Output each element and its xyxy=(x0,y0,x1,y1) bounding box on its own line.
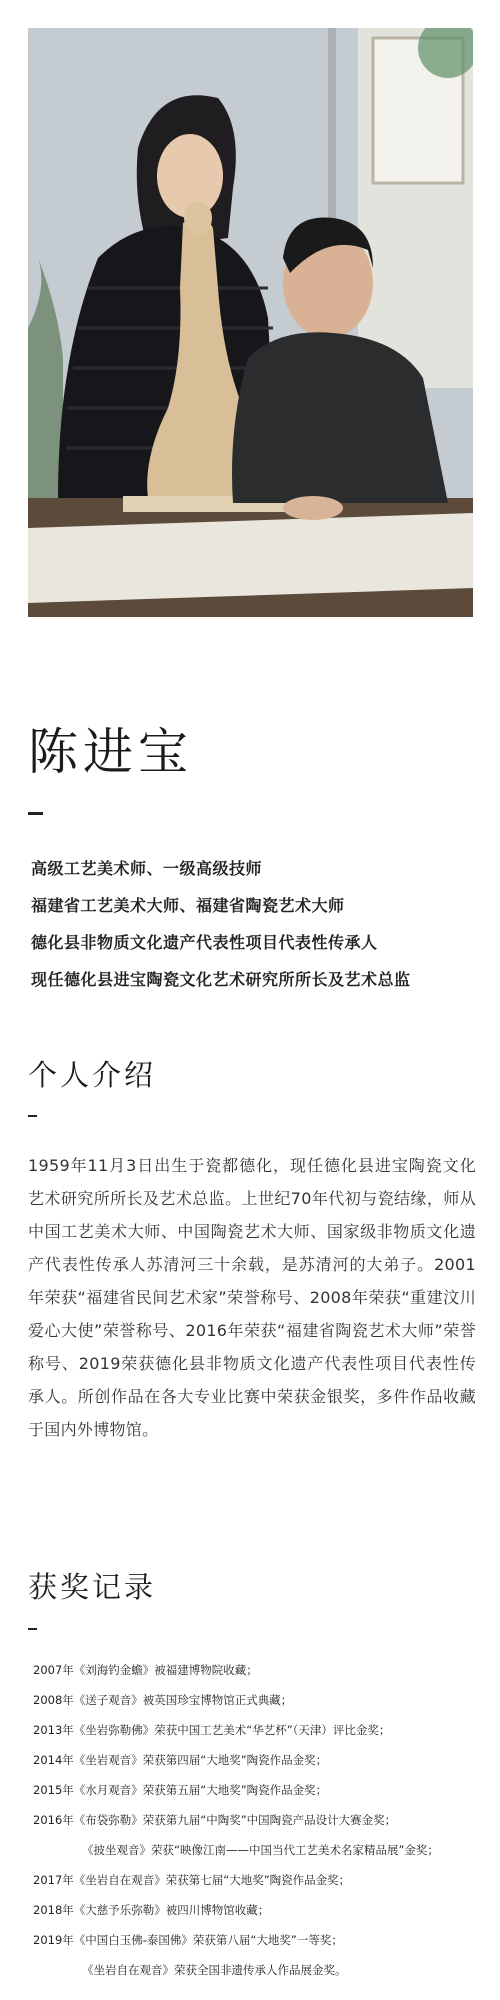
artist-titles xyxy=(31,850,411,998)
title-line: 高级工艺美术师、一级高级技师 xyxy=(31,859,263,878)
portrait-illustration xyxy=(28,28,473,617)
award-item: 2016年《布袋弥勒》荣获第九届“中陶奖”中国陶瓷产品设计大赛金奖； xyxy=(33,1813,397,1827)
award-item: 2019年《中国白玉佛-泰国佛》荣获第八届“大地奖”一等奖； xyxy=(33,1933,343,1947)
award-item: 2007年《刘海钓金蟾》被福建博物院收藏； xyxy=(33,1663,258,1677)
artist-name: 陈进宝 xyxy=(28,723,193,781)
awards-divider xyxy=(28,1628,37,1630)
name-divider xyxy=(28,812,43,815)
award-item: 《披坐观音》荣获“映像江南——中国当代工艺美术名家精品展”金奖； xyxy=(82,1843,439,1857)
award-item: 2018年《大慈予乐弥勒》被四川博物馆收藏； xyxy=(33,1903,270,1917)
title-line: 现任德化县进宝陶瓷文化艺术研究所所长及艺术总监 xyxy=(31,970,411,989)
award-item: 2014年《坐岩观音》荣获第四届“大地奖”陶瓷作品金奖； xyxy=(33,1753,328,1767)
portrait-photo xyxy=(28,28,473,617)
award-item: 2013年《坐岩弥勒佛》荣获中国工艺美术“华艺杯”（天津）评比金奖； xyxy=(33,1723,391,1737)
award-item: 2017年《坐岩自在观音》荣获第七届“大地奖”陶瓷作品金奖； xyxy=(33,1873,351,1887)
intro-divider xyxy=(28,1115,37,1117)
award-item: 《坐岩自在观音》荣获全国非遗传承人作品展金奖。 xyxy=(82,1963,347,1977)
title-line: 德化县非物质文化遗产代表性项目代表性传承人 xyxy=(31,933,378,952)
title-line: 福建省工艺美术大师、福建省陶瓷艺术大师 xyxy=(31,896,345,915)
awards-list xyxy=(33,1655,439,1985)
award-item: 2015年《水月观音》荣获第五届“大地奖”陶瓷作品金奖； xyxy=(33,1783,328,1797)
awards-heading: 获奖记录 xyxy=(28,1570,157,1604)
award-item: 2008年《送子观音》被英国珍宝博物馆正式典藏； xyxy=(33,1693,293,1707)
intro-text: 1959年11月3日出生于瓷都德化，现任德化县进宝陶瓷文化艺术研究所所长及艺术总监。上世纪70年代初与瓷结缘，师从中国工艺美术大师、中国陶瓷艺术大师、国家级非物质文化遗产代表性传承人苏清河三十余载，是苏清河的大弟子。2001年荣获“福建省民间艺术家”荣誉称号、2008年荣获“重建汶川爱心大使”荣誉称号、2016年荣获“福建省陶瓷艺术大师”荣誉称号、2019荣获德化县非物质文化遗产代表性项目代表性传承人。所创作品在各大专业比赛中荣获金银奖，多件作品收藏于国内外博物馆。 xyxy=(28,1156,476,1439)
intro-heading: 个人介绍 xyxy=(28,1058,157,1092)
